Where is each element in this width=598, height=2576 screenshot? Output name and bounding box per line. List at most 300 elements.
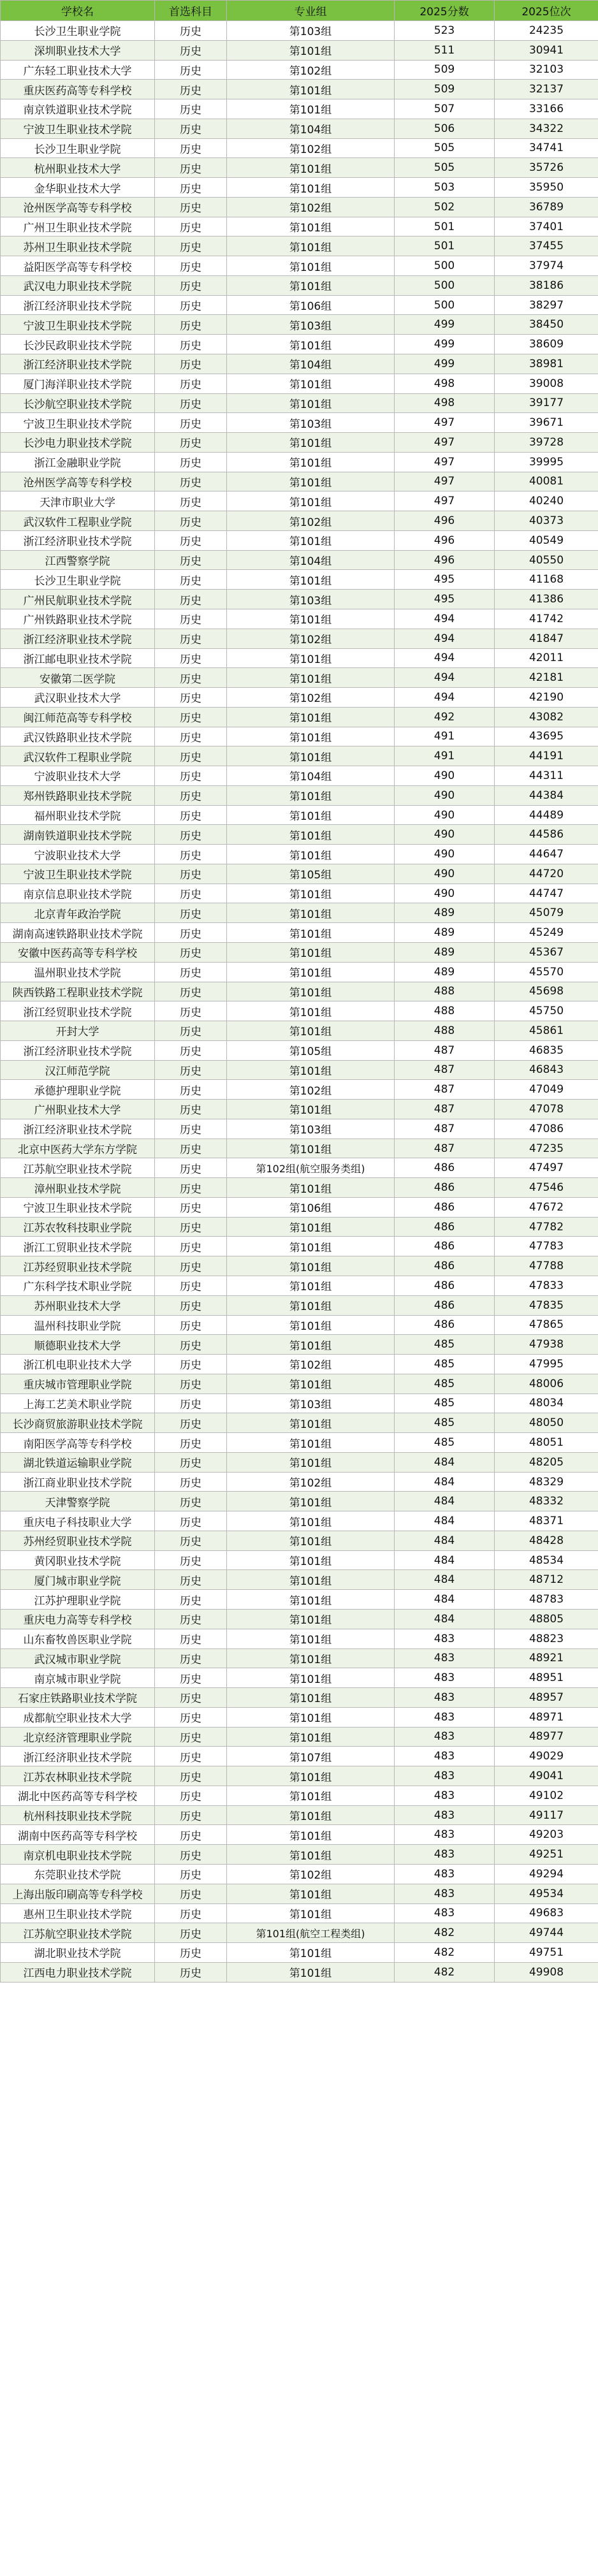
rank-cell: 47783	[495, 1237, 598, 1256]
major-group-cell: 第102组	[227, 197, 395, 217]
school-name-cell: 南京城市职业学院	[1, 1668, 155, 1688]
table-row	[1, 1570, 598, 1590]
rank-cell: 48951	[495, 1668, 598, 1688]
school-name-cell: 广东轻工职业技术大学	[1, 60, 155, 80]
score-cell: 482	[395, 1962, 495, 1982]
rank-cell: 32103	[495, 60, 598, 80]
major-group-cell: 第101组	[227, 1139, 395, 1158]
table-row	[1, 982, 598, 1001]
school-name-cell: 顺德职业技术大学	[1, 1335, 155, 1355]
rank-cell: 47938	[495, 1335, 598, 1355]
table-row	[1, 1001, 598, 1021]
first-subject-cell: 历史	[155, 275, 227, 295]
major-group-cell: 第101组	[227, 1060, 395, 1080]
table-row	[1, 1237, 598, 1256]
score-cell: 485	[395, 1335, 495, 1355]
school-name-cell: 湖北中医药高等专科学校	[1, 1786, 155, 1805]
first-subject-cell: 历史	[155, 1825, 227, 1845]
major-group-cell: 第101组	[227, 1001, 395, 1021]
score-cell: 502	[395, 197, 495, 217]
table-row	[1, 472, 598, 491]
rank-cell: 48205	[495, 1452, 598, 1472]
score-cell: 485	[395, 1374, 495, 1394]
table-row	[1, 1217, 598, 1237]
major-group-cell: 第101组	[227, 393, 395, 413]
table-row	[1, 1805, 598, 1825]
score-cell: 501	[395, 217, 495, 236]
table-row	[1, 1100, 598, 1119]
major-group-cell: 第101组	[227, 1276, 395, 1296]
major-group-cell: 第101组	[227, 1668, 395, 1688]
first-subject-cell: 历史	[155, 1394, 227, 1413]
table-row	[1, 1590, 598, 1610]
school-name-cell: 浙江金融职业学院	[1, 452, 155, 472]
rank-cell: 46843	[495, 1060, 598, 1080]
rank-cell: 38981	[495, 354, 598, 374]
first-subject-cell: 历史	[155, 1355, 227, 1374]
rank-cell: 42190	[495, 688, 598, 708]
major-group-cell: 第101组	[227, 40, 395, 60]
table-row	[1, 1295, 598, 1315]
rank-cell: 48034	[495, 1394, 598, 1413]
table-row	[1, 1884, 598, 1903]
score-cell: 491	[395, 727, 495, 746]
rank-cell: 45570	[495, 962, 598, 982]
table-row	[1, 864, 598, 884]
school-name-cell: 陕西铁路工程职业技术学院	[1, 982, 155, 1001]
score-cell: 490	[395, 825, 495, 845]
rank-cell: 49683	[495, 1903, 598, 1923]
score-cell: 487	[395, 1139, 495, 1158]
table-row	[1, 1511, 598, 1531]
rank-cell: 24235	[495, 21, 598, 41]
score-cell: 482	[395, 1923, 495, 1943]
table-row	[1, 1610, 598, 1629]
major-group-cell: 第101组	[227, 236, 395, 256]
rank-cell: 47835	[495, 1295, 598, 1315]
table-row	[1, 1374, 598, 1394]
rank-cell: 49251	[495, 1845, 598, 1865]
major-group-cell: 第104组	[227, 119, 395, 138]
rank-cell: 40081	[495, 472, 598, 491]
school-name-cell: 北京中医药大学东方学院	[1, 1139, 155, 1158]
rank-cell: 48371	[495, 1511, 598, 1531]
first-subject-cell: 历史	[155, 1727, 227, 1747]
school-name-cell: 厦门城市职业学院	[1, 1570, 155, 1590]
score-cell: 498	[395, 374, 495, 393]
table-row	[1, 491, 598, 511]
rank-cell: 42181	[495, 668, 598, 688]
score-cell: 491	[395, 746, 495, 766]
first-subject-cell: 历史	[155, 942, 227, 962]
major-group-cell: 第101组	[227, 1550, 395, 1570]
score-cell: 499	[395, 354, 495, 374]
first-subject-cell: 历史	[155, 550, 227, 570]
major-group-cell: 第101组	[227, 1256, 395, 1276]
school-name-cell: 成都航空职业技术大学	[1, 1707, 155, 1727]
score-cell: 523	[395, 21, 495, 41]
first-subject-cell: 历史	[155, 1021, 227, 1041]
rank-cell: 39728	[495, 433, 598, 453]
table-row	[1, 335, 598, 354]
table-row	[1, 1433, 598, 1453]
major-group-cell: 第101组	[227, 530, 395, 550]
major-group-cell: 第101组	[227, 1100, 395, 1119]
school-name-cell: 武汉城市职业学院	[1, 1648, 155, 1668]
table-row	[1, 1747, 598, 1766]
rank-cell: 39671	[495, 413, 598, 433]
major-group-cell: 第101组	[227, 217, 395, 236]
major-group-cell: 第101组	[227, 433, 395, 453]
major-group-cell: 第101组	[227, 1805, 395, 1825]
score-cell: 484	[395, 1570, 495, 1590]
first-subject-cell: 历史	[155, 1884, 227, 1903]
header-first-subject: 首选科目	[155, 1, 227, 21]
rank-cell: 44586	[495, 825, 598, 845]
score-cell: 484	[395, 1610, 495, 1629]
table-row	[1, 1864, 598, 1884]
rank-cell: 45750	[495, 1001, 598, 1021]
header-rank-2025: 2025位次	[495, 1, 598, 21]
rank-cell: 47788	[495, 1256, 598, 1276]
header-school-name: 学校名	[1, 1, 155, 21]
first-subject-cell: 历史	[155, 1374, 227, 1394]
rank-cell: 48977	[495, 1727, 598, 1747]
rank-cell: 45249	[495, 923, 598, 943]
score-cell: 483	[395, 1845, 495, 1865]
first-subject-cell: 历史	[155, 727, 227, 746]
score-cell: 503	[395, 178, 495, 198]
first-subject-cell: 历史	[155, 80, 227, 99]
school-name-cell: 沧州医学高等专科学校	[1, 197, 155, 217]
table-row	[1, 119, 598, 138]
first-subject-cell: 历史	[155, 40, 227, 60]
rank-cell: 44489	[495, 805, 598, 825]
table-row	[1, 1060, 598, 1080]
score-cell: 483	[395, 1903, 495, 1923]
table-row	[1, 903, 598, 923]
school-name-cell: 江苏航空职业技术学院	[1, 1923, 155, 1943]
rank-cell: 44311	[495, 766, 598, 786]
school-name-cell: 武汉软件工程职业学院	[1, 511, 155, 531]
first-subject-cell: 历史	[155, 138, 227, 158]
table-row	[1, 21, 598, 41]
school-name-cell: 江苏经贸职业技术学院	[1, 1256, 155, 1276]
first-subject-cell: 历史	[155, 1256, 227, 1276]
table-row	[1, 1119, 598, 1139]
rank-cell: 48332	[495, 1492, 598, 1511]
score-cell: 492	[395, 707, 495, 727]
first-subject-cell: 历史	[155, 1648, 227, 1668]
table-header-row	[1, 1, 598, 21]
first-subject-cell: 历史	[155, 374, 227, 393]
rank-cell: 49117	[495, 1805, 598, 1825]
table-row	[1, 785, 598, 805]
major-group-cell: 第103组	[227, 1394, 395, 1413]
school-name-cell: 湖北职业技术学院	[1, 1943, 155, 1963]
first-subject-cell: 历史	[155, 315, 227, 335]
rank-cell: 30941	[495, 40, 598, 60]
table-row	[1, 530, 598, 550]
first-subject-cell: 历史	[155, 99, 227, 119]
major-group-cell: 第101组	[227, 1021, 395, 1041]
school-name-cell: 广东科学技术职业学院	[1, 1276, 155, 1296]
first-subject-cell: 历史	[155, 1903, 227, 1923]
first-subject-cell: 历史	[155, 1413, 227, 1433]
score-cell: 483	[395, 1825, 495, 1845]
table-row	[1, 884, 598, 903]
school-name-cell: 苏州职业技术大学	[1, 1295, 155, 1315]
score-cell: 494	[395, 648, 495, 668]
table-row	[1, 1648, 598, 1668]
table-row	[1, 295, 598, 315]
score-cell: 483	[395, 1668, 495, 1688]
first-subject-cell: 历史	[155, 590, 227, 609]
first-subject-cell: 历史	[155, 530, 227, 550]
score-cell: 487	[395, 1040, 495, 1060]
rank-cell: 40373	[495, 511, 598, 531]
school-name-cell: 北京经济管理职业学院	[1, 1727, 155, 1747]
major-group-cell: 第101组	[227, 1374, 395, 1394]
score-cell: 483	[395, 1727, 495, 1747]
school-name-cell: 江苏农林职业技术学院	[1, 1766, 155, 1786]
score-cell: 511	[395, 40, 495, 60]
score-cell: 505	[395, 158, 495, 178]
rank-cell: 44747	[495, 884, 598, 903]
rank-cell: 41847	[495, 629, 598, 648]
score-cell: 486	[395, 1197, 495, 1217]
score-cell: 487	[395, 1100, 495, 1119]
rank-cell: 38297	[495, 295, 598, 315]
first-subject-cell: 历史	[155, 1295, 227, 1315]
first-subject-cell: 历史	[155, 1217, 227, 1237]
score-cell: 497	[395, 433, 495, 453]
first-subject-cell: 历史	[155, 1629, 227, 1648]
school-name-cell: 惠州卫生职业技术学院	[1, 1903, 155, 1923]
school-name-cell: 苏州经贸职业技术学院	[1, 1531, 155, 1550]
major-group-cell: 第102组	[227, 138, 395, 158]
score-cell: 496	[395, 530, 495, 550]
school-name-cell: 浙江工贸职业技术学院	[1, 1237, 155, 1256]
rank-cell: 34322	[495, 119, 598, 138]
score-cell: 485	[395, 1394, 495, 1413]
school-name-cell: 浙江经贸职业技术学院	[1, 1001, 155, 1021]
table-row	[1, 1903, 598, 1923]
school-name-cell: 湖北铁道运输职业学院	[1, 1452, 155, 1472]
score-cell: 501	[395, 236, 495, 256]
table-row	[1, 1943, 598, 1963]
score-cell: 483	[395, 1805, 495, 1825]
school-name-cell: 开封大学	[1, 1021, 155, 1041]
school-name-cell: 石家庄铁路职业技术学院	[1, 1688, 155, 1708]
score-cell: 494	[395, 668, 495, 688]
table-row	[1, 648, 598, 668]
school-name-cell: 江苏航空职业技术学院	[1, 1158, 155, 1178]
school-name-cell: 金华职业技术大学	[1, 178, 155, 198]
table-row	[1, 1178, 598, 1198]
major-group-cell: 第101组	[227, 1943, 395, 1963]
rank-cell: 47497	[495, 1158, 598, 1178]
header-major-group: 专业组	[227, 1, 395, 21]
school-name-cell: 湖南高速铁路职业技术学院	[1, 923, 155, 943]
major-group-cell: 第101组	[227, 1610, 395, 1629]
major-group-cell: 第103组	[227, 1119, 395, 1139]
table-row	[1, 727, 598, 746]
major-group-cell: 第101组(航空工程类组)	[227, 1923, 395, 1943]
score-cell: 485	[395, 1433, 495, 1453]
school-name-cell: 郑州铁路职业技术学院	[1, 785, 155, 805]
major-group-cell: 第101组	[227, 491, 395, 511]
first-subject-cell: 历史	[155, 629, 227, 648]
first-subject-cell: 历史	[155, 1511, 227, 1531]
table-row	[1, 1158, 598, 1178]
major-group-cell: 第101组	[227, 1492, 395, 1511]
score-cell: 490	[395, 884, 495, 903]
major-group-cell: 第101组	[227, 1962, 395, 1982]
first-subject-cell: 历史	[155, 60, 227, 80]
school-name-cell: 上海出版印刷高等专科学校	[1, 1884, 155, 1903]
rank-cell: 49041	[495, 1766, 598, 1786]
first-subject-cell: 历史	[155, 256, 227, 276]
major-group-cell: 第101组	[227, 982, 395, 1001]
score-cell: 497	[395, 472, 495, 491]
major-group-cell: 第101组	[227, 1178, 395, 1198]
rank-cell: 43695	[495, 727, 598, 746]
major-group-cell: 第101组	[227, 1707, 395, 1727]
major-group-cell: 第101组	[227, 256, 395, 276]
score-cell: 483	[395, 1766, 495, 1786]
major-group-cell: 第101组	[227, 275, 395, 295]
rank-cell: 47049	[495, 1080, 598, 1100]
school-name-cell: 厦门海洋职业技术学院	[1, 374, 155, 393]
rank-cell: 44191	[495, 746, 598, 766]
first-subject-cell: 历史	[155, 1962, 227, 1982]
first-subject-cell: 历史	[155, 982, 227, 1001]
table-row	[1, 197, 598, 217]
score-cell: 486	[395, 1178, 495, 1198]
major-group-cell: 第101组	[227, 1452, 395, 1472]
school-name-cell: 杭州科技职业技术学院	[1, 1805, 155, 1825]
table-row	[1, 511, 598, 531]
major-group-cell: 第101组	[227, 903, 395, 923]
score-cell: 500	[395, 256, 495, 276]
table-row	[1, 1688, 598, 1708]
school-name-cell: 浙江邮电职业技术学院	[1, 648, 155, 668]
school-name-cell: 安徽第二医学院	[1, 668, 155, 688]
score-cell: 482	[395, 1943, 495, 1963]
table-row	[1, 1668, 598, 1688]
first-subject-cell: 历史	[155, 923, 227, 943]
first-subject-cell: 历史	[155, 1158, 227, 1178]
table-row	[1, 217, 598, 236]
major-group-cell: 第101组	[227, 1727, 395, 1747]
first-subject-cell: 历史	[155, 1001, 227, 1021]
table-row	[1, 1472, 598, 1492]
score-cell: 490	[395, 845, 495, 864]
rank-cell: 49203	[495, 1825, 598, 1845]
rank-cell: 34741	[495, 138, 598, 158]
table-row	[1, 590, 598, 609]
table-row	[1, 433, 598, 453]
first-subject-cell: 历史	[155, 962, 227, 982]
score-cell: 489	[395, 962, 495, 982]
table-row	[1, 550, 598, 570]
major-group-cell: 第102组	[227, 1472, 395, 1492]
school-name-cell: 武汉电力职业技术学院	[1, 275, 155, 295]
score-cell: 486	[395, 1295, 495, 1315]
table-row	[1, 315, 598, 335]
first-subject-cell: 历史	[155, 864, 227, 884]
table-row	[1, 805, 598, 825]
major-group-cell: 第103组	[227, 315, 395, 335]
school-name-cell: 武汉铁路职业技术学院	[1, 727, 155, 746]
first-subject-cell: 历史	[155, 845, 227, 864]
table-row	[1, 1335, 598, 1355]
school-name-cell: 广州职业技术大学	[1, 1100, 155, 1119]
table-row	[1, 688, 598, 708]
school-name-cell: 宁波卫生职业技术学院	[1, 119, 155, 138]
major-group-cell: 第101组	[227, 80, 395, 99]
score-cell: 499	[395, 315, 495, 335]
first-subject-cell: 历史	[155, 1197, 227, 1217]
table-row	[1, 393, 598, 413]
first-subject-cell: 历史	[155, 1452, 227, 1472]
major-group-cell: 第101组	[227, 1629, 395, 1648]
rank-cell: 48428	[495, 1531, 598, 1550]
table-row	[1, 1452, 598, 1472]
table-row	[1, 236, 598, 256]
first-subject-cell: 历史	[155, 1080, 227, 1100]
first-subject-cell: 历史	[155, 1766, 227, 1786]
table-row	[1, 845, 598, 864]
rank-cell: 40550	[495, 550, 598, 570]
school-name-cell: 浙江商业职业技术学院	[1, 1472, 155, 1492]
school-name-cell: 浙江经济职业技术学院	[1, 1119, 155, 1139]
school-name-cell: 沧州医学高等专科学校	[1, 472, 155, 491]
major-group-cell: 第101组	[227, 1335, 395, 1355]
school-name-cell: 黄冈职业技术学院	[1, 1550, 155, 1570]
first-subject-cell: 历史	[155, 1943, 227, 1963]
table-row	[1, 746, 598, 766]
table-row	[1, 1923, 598, 1943]
major-group-cell: 第101组	[227, 1511, 395, 1531]
major-group-cell: 第102组	[227, 60, 395, 80]
rank-cell: 41168	[495, 570, 598, 590]
first-subject-cell: 历史	[155, 1237, 227, 1256]
rank-cell: 41386	[495, 590, 598, 609]
score-cell: 483	[395, 1648, 495, 1668]
school-name-cell: 益阳医学高等专科学校	[1, 256, 155, 276]
table-row	[1, 80, 598, 99]
first-subject-cell: 历史	[155, 1335, 227, 1355]
first-subject-cell: 历史	[155, 1472, 227, 1492]
school-name-cell: 南阳医学高等专科学校	[1, 1433, 155, 1453]
score-cell: 489	[395, 903, 495, 923]
major-group-cell: 第101组	[227, 1825, 395, 1845]
school-name-cell: 广州卫生职业技术学院	[1, 217, 155, 236]
first-subject-cell: 历史	[155, 884, 227, 903]
rank-cell: 40549	[495, 530, 598, 550]
rank-cell: 38450	[495, 315, 598, 335]
first-subject-cell: 历史	[155, 766, 227, 786]
school-name-cell: 南京信息职业技术学院	[1, 884, 155, 903]
rank-cell: 42011	[495, 648, 598, 668]
first-subject-cell: 历史	[155, 158, 227, 178]
score-cell: 495	[395, 570, 495, 590]
rank-cell: 35726	[495, 158, 598, 178]
major-group-cell: 第101组	[227, 648, 395, 668]
rank-cell: 44647	[495, 845, 598, 864]
